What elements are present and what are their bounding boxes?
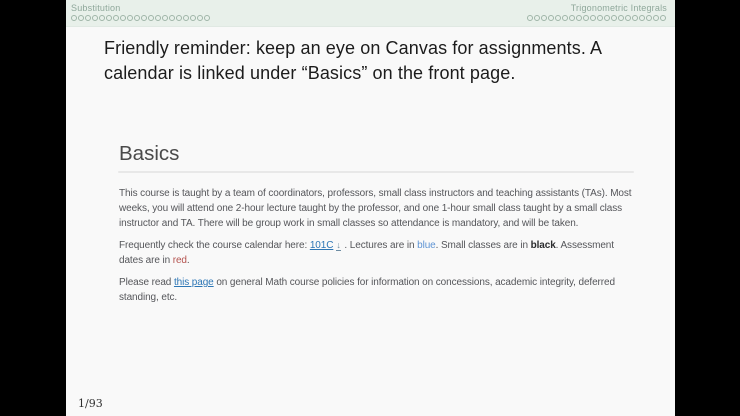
frame-dot[interactable] <box>197 15 203 21</box>
frame-dot[interactable] <box>597 15 603 21</box>
frame-dot[interactable] <box>653 15 659 21</box>
frame-dot[interactable] <box>162 15 168 21</box>
basics-heading: Basics <box>119 142 180 165</box>
section-title-substitution[interactable]: Substitution <box>71 3 121 13</box>
policies-page-link[interactable]: this page <box>173 277 214 288</box>
frame-dot[interactable] <box>113 15 119 21</box>
frame-dot[interactable] <box>646 15 652 21</box>
slide <box>66 0 675 416</box>
frame-dot[interactable] <box>190 15 196 21</box>
frame-dot[interactable] <box>71 15 77 21</box>
frame-dot[interactable] <box>625 15 631 21</box>
blue-word: blue <box>417 240 436 251</box>
frame-dot[interactable] <box>604 15 610 21</box>
section-title-trig-integrals[interactable]: Trigonometric Integrals <box>570 3 667 13</box>
calendar-text-mid1: . Lectures are in <box>341 240 418 251</box>
canvas-page-screenshot <box>118 142 634 312</box>
frame-dot[interactable] <box>155 15 161 21</box>
download-icon[interactable]: ↓ <box>336 240 341 250</box>
frame-dot[interactable] <box>176 15 182 21</box>
page-number: 1/93 <box>78 397 103 410</box>
calendar-text-suffix: . <box>186 255 190 266</box>
slide-header <box>66 0 675 27</box>
red-word: red <box>172 255 187 266</box>
frame-dot[interactable] <box>583 15 589 21</box>
calendar-paragraph <box>119 238 634 268</box>
frame-dot[interactable] <box>639 15 645 21</box>
frame-dot[interactable] <box>92 15 98 21</box>
frame-dot[interactable] <box>99 15 105 21</box>
calendar-text-mid2: . Small classes are in <box>435 240 531 251</box>
frame-dot[interactable] <box>106 15 112 21</box>
header-section-trig-integrals <box>527 3 667 21</box>
frame-dot[interactable] <box>78 15 84 21</box>
frame-dot[interactable] <box>534 15 540 21</box>
reminder-text: Friendly reminder: keep an eye on Canvas for assignments. A calendar is linked under “Basics” on the front page. <box>104 38 602 83</box>
frame-dot[interactable] <box>127 15 133 21</box>
frame-dot[interactable] <box>183 15 189 21</box>
black-word: black <box>530 240 556 251</box>
frame-dot[interactable] <box>660 15 666 21</box>
frame-dot[interactable] <box>134 15 140 21</box>
frame-dot[interactable] <box>169 15 175 21</box>
frame-dot[interactable] <box>569 15 575 21</box>
frame-dot[interactable] <box>576 15 582 21</box>
header-section-substitution <box>71 3 211 21</box>
frame-dot[interactable] <box>527 15 533 21</box>
calendar-text-prefix: Frequently check the course calendar here: <box>119 240 310 251</box>
frame-dot[interactable] <box>611 15 617 21</box>
course-structure-paragraph: This course is taught by a team of coordinators, professors, small class instructors and teaching assistants (TAs). Most weeks, you will attend one 2-hour lecture taught by the professor, and one 1-hour small class taught by a small class instructor and TA. There will be group work in small classes so attendance is mandatory, and will be taken. <box>119 188 632 229</box>
frame-dot[interactable] <box>562 15 568 21</box>
substitution-frame-dots[interactable] <box>71 15 211 21</box>
frame-dot[interactable] <box>632 15 638 21</box>
frame-dot[interactable] <box>141 15 147 21</box>
trig-integrals-frame-dots[interactable] <box>527 15 667 21</box>
frame-dot[interactable] <box>120 15 126 21</box>
frame-dot[interactable] <box>590 15 596 21</box>
frame-dot[interactable] <box>204 15 210 21</box>
policies-paragraph <box>119 275 634 305</box>
course-calendar-link[interactable]: 101C <box>309 240 334 251</box>
frame-dot[interactable] <box>548 15 554 21</box>
policies-text-suffix: on general Math course policies for information on concessions, academic integrity, deferred standing, etc. <box>119 277 615 303</box>
policies-text-prefix: Please read <box>119 277 174 288</box>
frame-dot[interactable] <box>85 15 91 21</box>
frame-dot[interactable] <box>148 15 154 21</box>
frame-dot[interactable] <box>555 15 561 21</box>
calendar-text-mid3: . Assessment dates are in <box>119 240 614 266</box>
frame-dot[interactable] <box>618 15 624 21</box>
frame-dot[interactable] <box>541 15 547 21</box>
heading-divider <box>118 171 634 173</box>
